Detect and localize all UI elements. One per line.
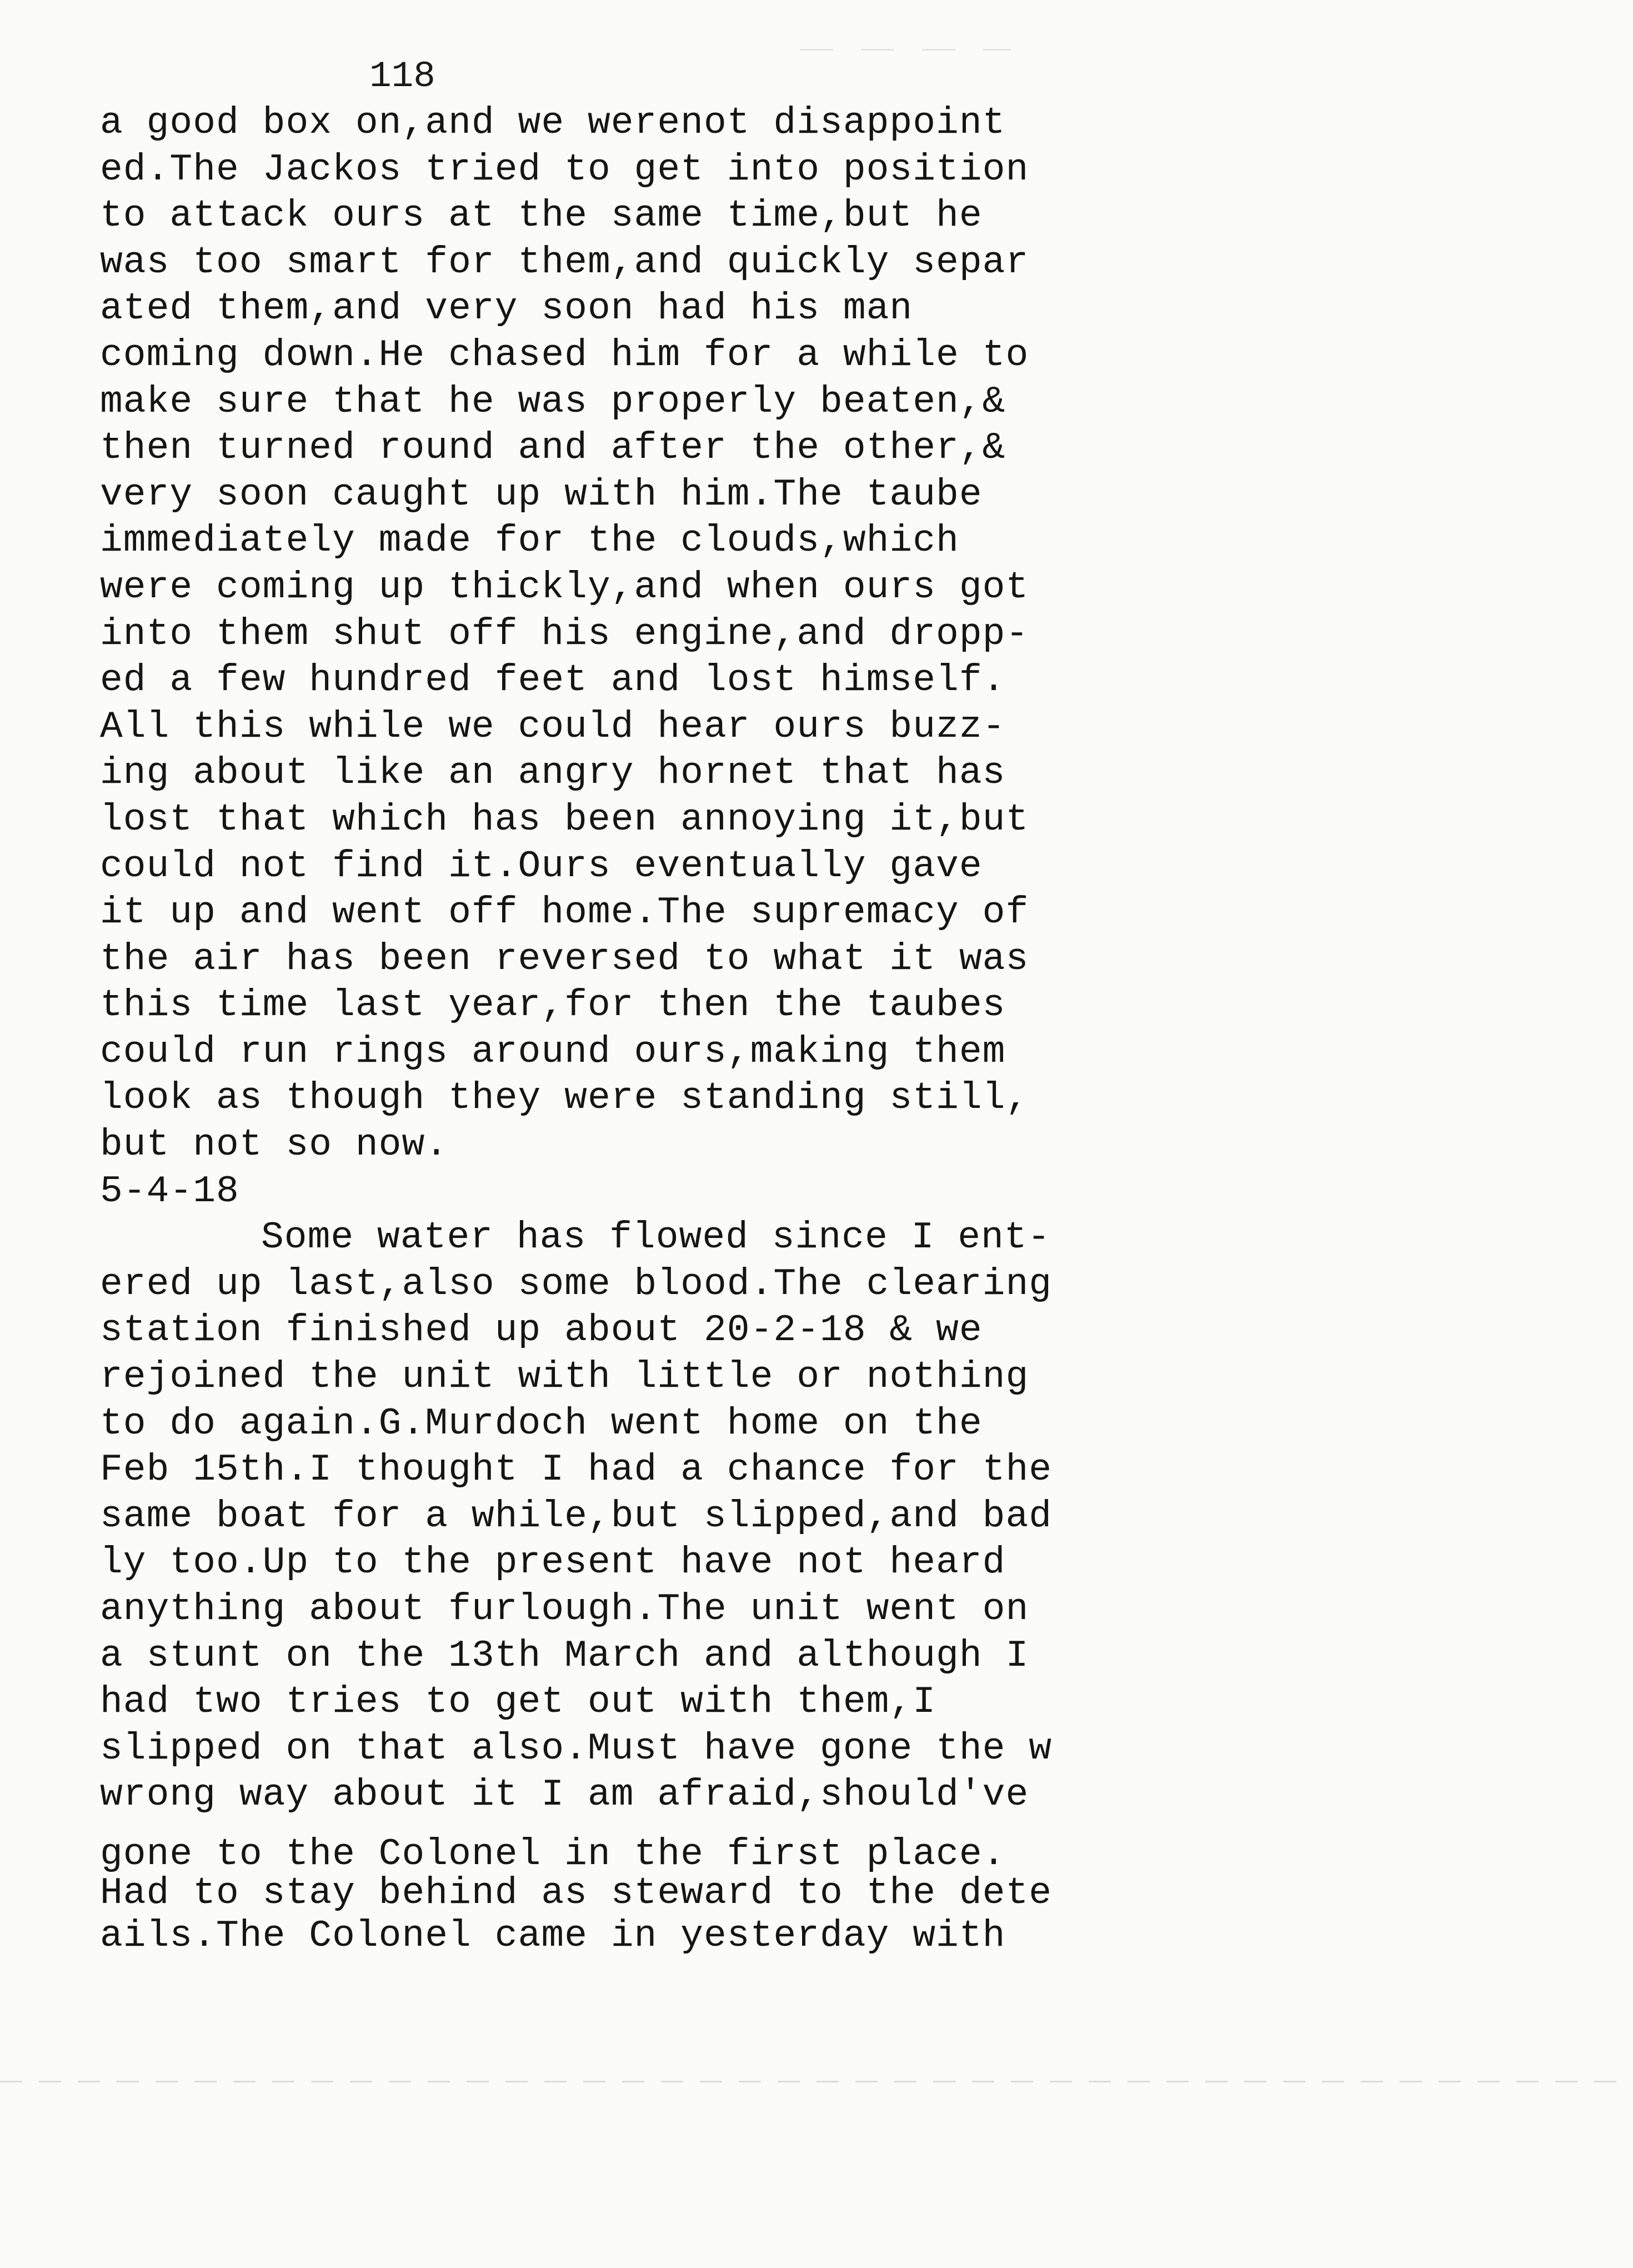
text-line: a good box on,and we werenot disappoint — [100, 102, 1006, 144]
text-line: very soon caught up with him.The taube — [100, 473, 983, 516]
text-line: ails.The Colonel came in yesterday with — [100, 1914, 1006, 1957]
text-line: look as though they were standing still, — [100, 1077, 1029, 1120]
text-line: station finished up about 20-2-18 & we — [100, 1309, 983, 1352]
top-scan-mark — [800, 49, 1011, 51]
text-line: lost that which has been annoying it,but — [100, 798, 1029, 841]
text-line: then turned round and after the other,& — [100, 427, 1006, 470]
text-line: ing about like an angry hornet that has — [100, 752, 1006, 795]
text-line: were coming up thickly,and when ours got — [100, 566, 1029, 609]
page-number: 118 — [369, 56, 435, 97]
text-line: wrong way about it I am afraid,should've — [100, 1774, 1029, 1817]
text-line: slipped on that also.Must have gone the w — [100, 1727, 1053, 1770]
text-line: to do again.G.Murdoch went home on the — [100, 1402, 983, 1445]
text-line: to attack ours at the same time,but he — [100, 194, 983, 238]
typed-text-body — [100, 100, 1489, 1960]
bottom-scan-mark — [0, 2081, 1633, 2082]
text-line: it up and went off home.The supremacy of — [100, 891, 1029, 935]
text-line: could not find it.Ours eventually gave — [100, 845, 983, 888]
text-line: into them shut off his engine,and dropp- — [100, 612, 1029, 656]
text-line: Had to stay behind as steward to the dete — [100, 1871, 1053, 1915]
text-line: but not so now. — [100, 1123, 449, 1167]
text-line: could run rings around ours,making them — [100, 1030, 1006, 1073]
text-line: a stunt on the 13th March and although I — [100, 1634, 1029, 1677]
text-line: ed a few hundred feet and lost himself. — [100, 659, 1006, 702]
text-line: make sure that he was properly beaten,& — [100, 380, 1006, 423]
text-line: was too smart for them,and quickly separ — [100, 241, 1029, 284]
text-line: ated them,and very soon had his man — [100, 287, 913, 331]
text-line: immediately made for the clouds,which — [100, 519, 959, 563]
text-line: ly too.Up to the present have not heard — [100, 1541, 1006, 1585]
text-line: Feb 15th.I thought I had a chance for the — [100, 1448, 1053, 1492]
text-line: same boat for a while,but slipped,and bad — [100, 1495, 1053, 1538]
text-line: this time last year,for then the taubes — [100, 984, 1006, 1027]
text-line: the air has been reversed to what it was — [100, 937, 1029, 981]
entry-date: 5-4-18 — [100, 1170, 239, 1213]
text-line: coming down.He chased him for a while to — [100, 333, 1029, 377]
text-line: gone to the Colonel in the first place. — [100, 1832, 1006, 1876]
text-line: ered up last,also some blood.The clearing — [100, 1262, 1053, 1306]
text-line: ed.The Jackos tried to get into position — [100, 148, 1029, 191]
text-line: All this while we could hear ours buzz- — [100, 705, 1006, 748]
text-line: rejoined the unit with little or nothing — [100, 1356, 1029, 1399]
text-line: anything about furlough.The unit went on — [100, 1588, 1029, 1631]
text-line: Some water has flowed since I ent- — [261, 1216, 1051, 1260]
text-line: had two tries to get out with them,I — [100, 1681, 936, 1724]
